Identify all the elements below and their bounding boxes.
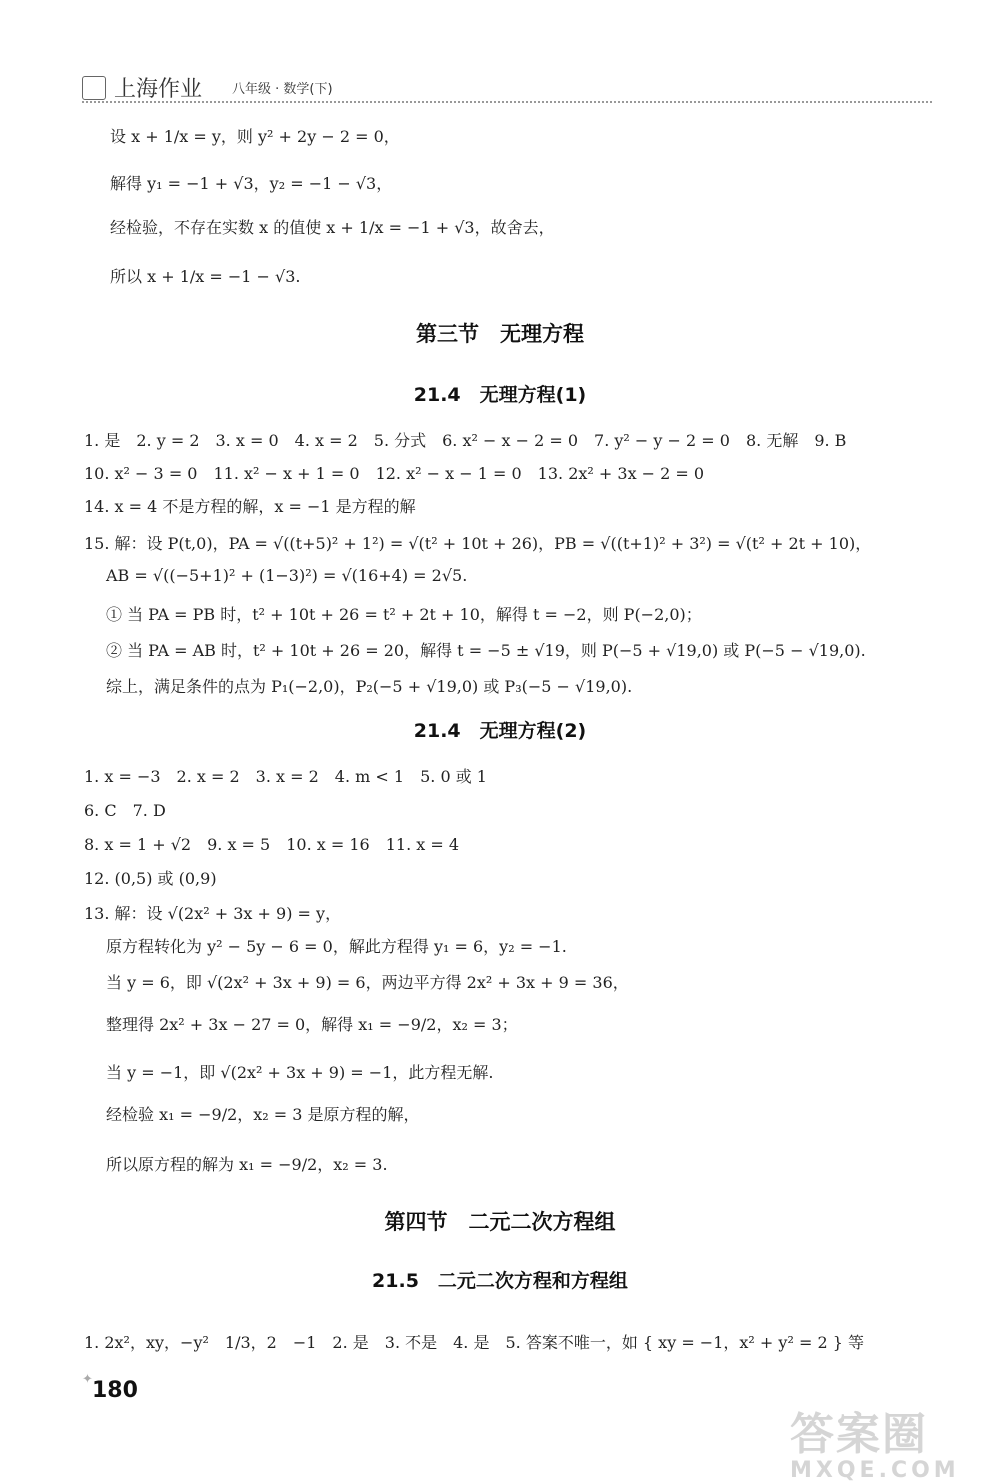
answer-line: 1. 2x²，xy，−y² 1/3，2 −1 2. 是 3. 不是 4. 是 5. 答案不唯一，如 { xy = −1，x² + y² = 2 } 等	[84, 1333, 864, 1352]
header-brand	[82, 72, 202, 103]
text-line: 所以 x + 1/x = −1 − √3.	[110, 267, 301, 286]
header-divider	[82, 101, 932, 103]
answer-line: 12. (0,5) 或 (0,9)	[84, 869, 217, 888]
header-brand-text: 上海作业	[114, 77, 203, 102]
watermark-url: MXQE.COM	[790, 1458, 960, 1483]
watermark-logo: 答案圈	[790, 1409, 928, 1460]
answer-line: ① 当 PA = PB 时，t² + 10t + 26 = t² + 2t + 10，解得 t = −2，则 P(−2,0)；	[106, 605, 702, 624]
answer-line: 原方程转化为 y² − 5y − 6 = 0，解此方程得 y₁ = 6，y₂ = −1.	[106, 937, 567, 956]
answer-line: 当 y = 6，即 √(2x² + 3x + 9) = 6，两边平方得 2x² + 3x + 9 = 36，	[106, 973, 629, 992]
section-title: 第三节 无理方程	[416, 322, 584, 346]
text-line: 解得 y₁ = −1 + √3，y₂ = −1 − √3，	[110, 174, 393, 193]
answer-line: 14. x = 4 不是方程的解，x = −1 是方程的解	[84, 497, 416, 516]
answer-line: 当 y = −1，即 √(2x² + 3x + 9) = −1，此方程无解.	[106, 1063, 494, 1082]
page-decoration-icon: ✦	[82, 1372, 93, 1387]
answer-line: 1. x = −3 2. x = 2 3. x = 2 4. m < 1 5. 0 或 1	[84, 767, 487, 786]
answer-line: 6. C 7. D	[84, 801, 166, 820]
answer-line: 综上，满足条件的点为 P₁(−2,0)，P₂(−5 + √19,0) 或 P₃(−5 − √19,0).	[106, 677, 633, 696]
page-number: 180	[92, 1378, 138, 1403]
text-line: 经检验，不存在实数 x 的值使 x + 1/x = −1 + √3，故舍去，	[110, 218, 555, 237]
answer-line: 8. x = 1 + √2 9. x = 5 10. x = 16 11. x = 4	[84, 835, 460, 854]
watermark	[790, 1398, 960, 1483]
answer-line: 13. 解：设 √(2x² + 3x + 9) = y，	[84, 904, 342, 923]
answer-line: 整理得 2x² + 3x − 27 = 0，解得 x₁ = −9/2，x₂ = 3；	[106, 1015, 518, 1034]
answer-line: 10. x² − 3 = 0 11. x² − x + 1 = 0 12. x² − x − 1 = 0 13. 2x² + 3x − 2 = 0	[84, 464, 705, 483]
answer-line: 1. 是 2. y = 2 3. x = 0 4. x = 2 5. 分式 6. x² − x − 2 = 0 7. y² − y − 2 = 0 8. 无解 9. B	[84, 431, 847, 450]
answer-line: AB = √((−5+1)² + (1−3)²) = √(16+4) = 2√5.	[106, 566, 468, 585]
brand-logo-icon	[82, 76, 106, 100]
answer-line: 所以原方程的解为 x₁ = −9/2，x₂ = 3.	[106, 1155, 388, 1174]
subsection-title: 21.5 二元二次方程和方程组	[372, 1270, 628, 1292]
subsection-title: 21.4 无理方程(2)	[413, 720, 587, 742]
section-title: 第四节 二元二次方程组	[384, 1210, 616, 1234]
answer-line: ② 当 PA = AB 时，t² + 10t + 26 = 20，解得 t = −5 ± √19，则 P(−5 + √19,0) 或 P(−5 − √19,0).	[106, 641, 866, 660]
answer-line: 经检验 x₁ = −9/2，x₂ = 3 是原方程的解，	[106, 1105, 420, 1124]
subsection-title: 21.4 无理方程(1)	[413, 384, 587, 406]
answer-line: 15. 解：设 P(t,0)，PA = √((t+5)² + 1²) = √(t² + 10t + 26)，PB = √((t+1)² + 3²) = √(t² + 2t + 10)，	[84, 534, 872, 553]
header-subtitle: 八年级 · 数学(下)	[232, 82, 333, 97]
text-line: 设 x + 1/x = y，则 y² + 2y − 2 = 0，	[110, 127, 400, 146]
